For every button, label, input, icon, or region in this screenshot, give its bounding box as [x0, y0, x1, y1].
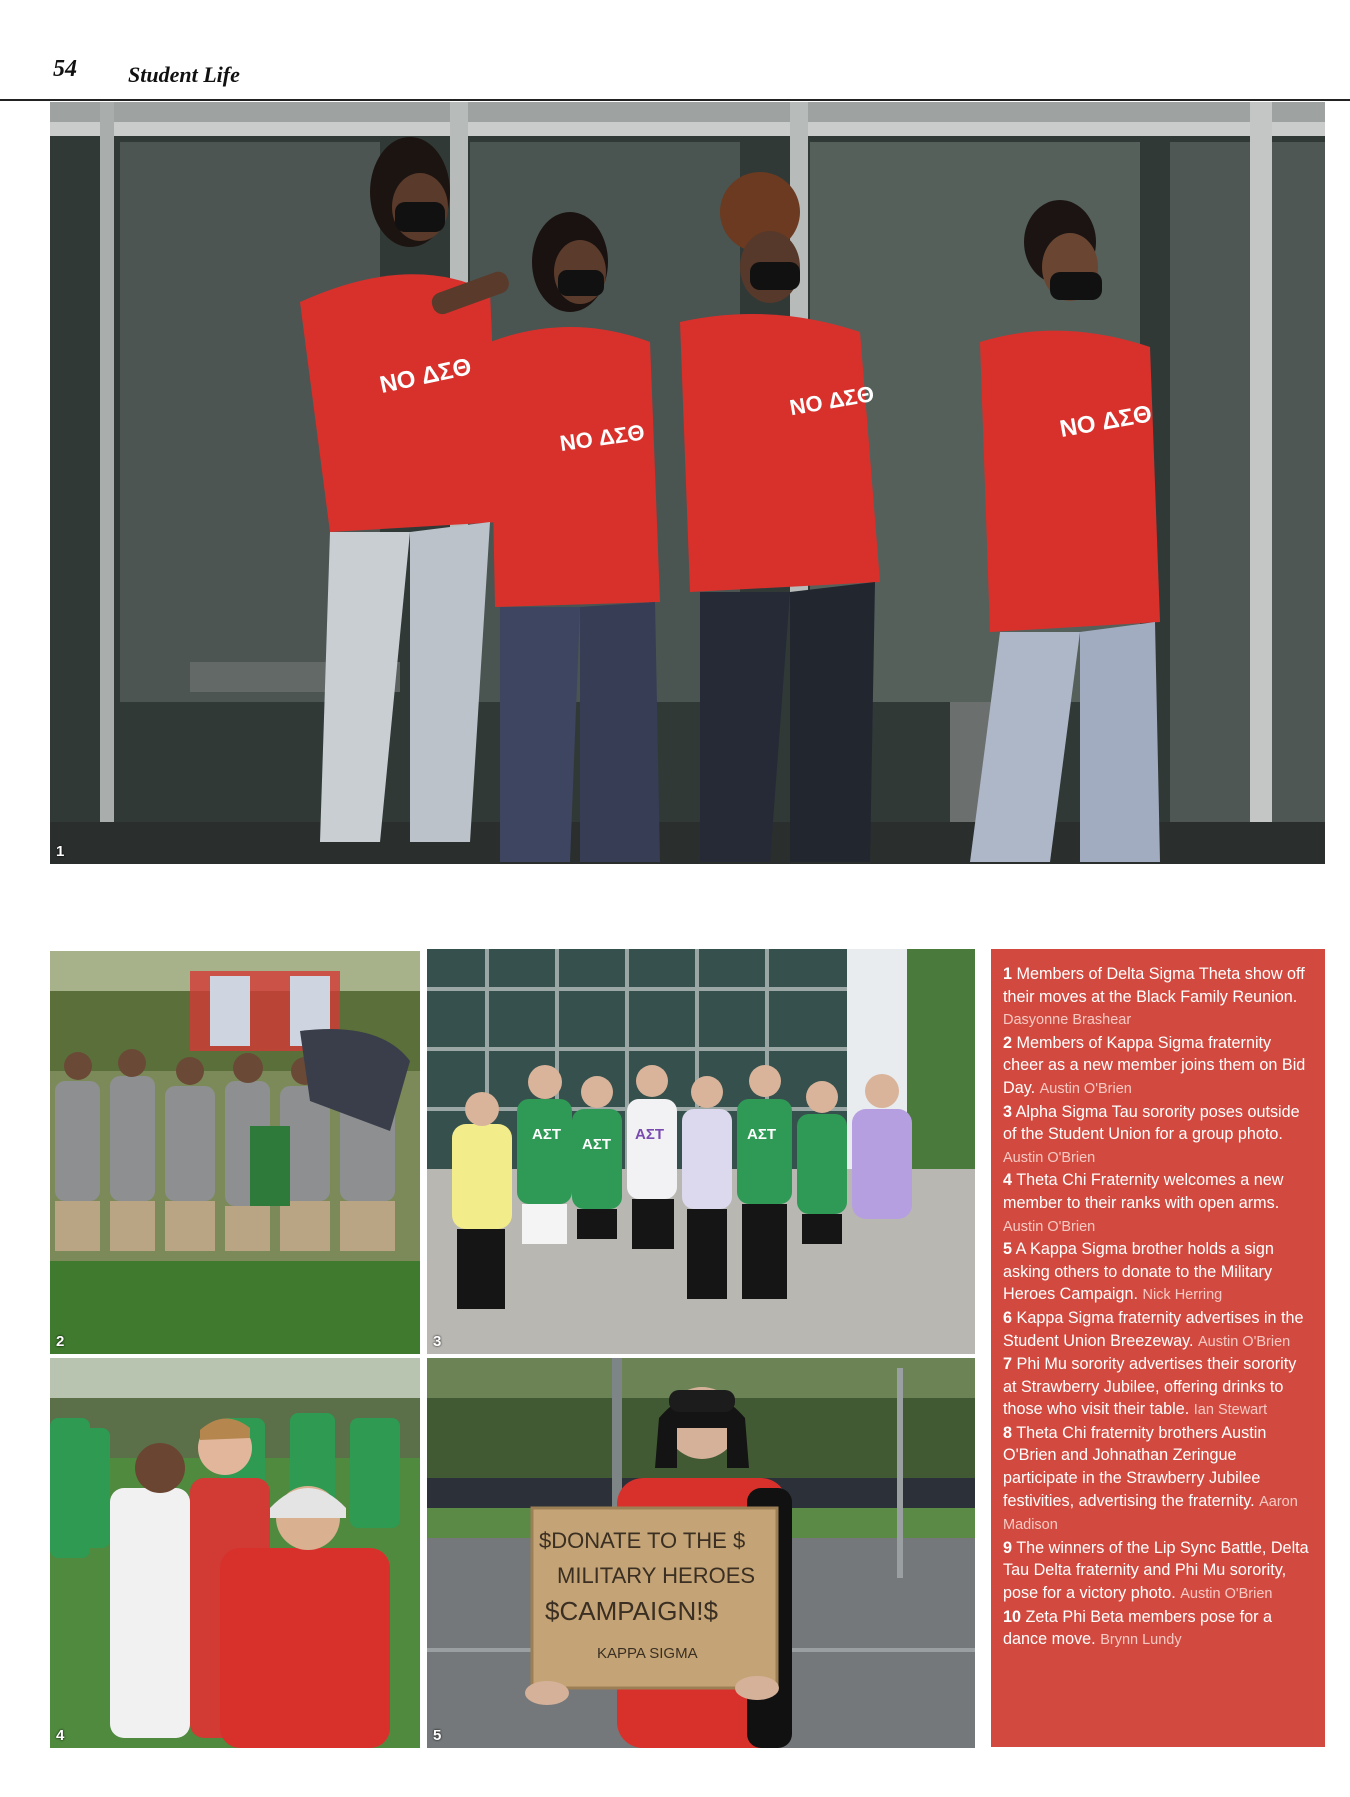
caption-item: 9 The winners of the Lip Sync Battle, Delta Tau Delta fraternity and Phi Mu sorority, pose for a victory photo. Austin O'Brien [1003, 1538, 1309, 1603]
photo-4 [50, 1358, 420, 1748]
page-number: 54 [53, 56, 77, 82]
photo-number-4: 4 [56, 1727, 65, 1744]
caption-item: 1 Members of Delta Sigma Theta show off their moves at the Black Family Reunion. Dasyonne Brashear [1003, 965, 1305, 1029]
photo-number-3: 3 [433, 1333, 442, 1350]
section-title: Student Life [128, 62, 240, 87]
caption-item: 7 Phi Mu sorority advertises their sorority at Strawberry Jubilee, offering drinks to those who visit their table. Ian Stewart [1003, 1355, 1297, 1419]
sign-line-3: $CAMPAIGN!$ [545, 1596, 718, 1626]
photo-1 [50, 102, 1325, 864]
photo-credit: Austin O'Brien [1180, 1586, 1273, 1603]
photo-3 [427, 949, 975, 1354]
shirt-text-ast-4: ΑΣΤ [747, 1126, 776, 1143]
photo-credit: Ian Stewart [1193, 1402, 1268, 1419]
caption-item: 6 Kappa Sigma fraternity advertises in the Student Union Breezeway. Austin O'Brien [1003, 1308, 1304, 1350]
photo-credit: Austin O'Brien [1197, 1333, 1291, 1350]
caption-item: 10 Zeta Phi Beta members pose for a dance move. Brynn Lundy [1003, 1607, 1273, 1649]
header-rule [0, 99, 1350, 101]
page-header [0, 0, 1350, 101]
shirt-text-3: NO ΔΣΘ [787, 380, 876, 421]
photo-credit: Dasyonne Brashear [1003, 1012, 1132, 1029]
caption-item: 5 A Kappa Sigma brother holds a sign asking others to donate to the Military Heroes Campaign. Nick Herring [1003, 1240, 1274, 1304]
photo-5 [427, 1358, 975, 1748]
photo-2 [50, 951, 420, 1354]
photo-credit: Austin O'Brien [1039, 1080, 1132, 1097]
caption-item: 3 Alpha Sigma Tau sorority poses outside of the Student Union for a group photo. Austin O'Brien [1003, 1102, 1300, 1166]
shirt-text-2: NO ΔΣΘ [558, 419, 647, 457]
photo-credit: Austin O'Brien [1003, 1218, 1096, 1235]
photo-credit: Aaron Madison [1003, 1493, 1298, 1534]
photo-credit: Austin O'Brien [1003, 1149, 1096, 1166]
shirt-text-ast-2: ΑΣΤ [582, 1136, 611, 1153]
shirt-text-ast-3: ΑΣΤ [635, 1126, 664, 1143]
caption-item: 4 Theta Chi Fraternity welcomes a new member to their ranks with open arms. Austin O'Brien [1003, 1171, 1284, 1235]
sign-line-4: KAPPA SIGMA [597, 1645, 698, 1662]
caption-item: 2 Members of Kappa Sigma fraternity cheer as a new member joins them on Bid Day. Austin O'Brien [1003, 1033, 1306, 1097]
shirt-text-ast-1: ΑΣΤ [532, 1126, 561, 1143]
photo-number-2: 2 [56, 1333, 65, 1350]
photo-credit: Brynn Lundy [1100, 1632, 1182, 1649]
shirt-text-4: NO ΔΣΘ [1057, 400, 1154, 444]
caption-box [991, 949, 1325, 1747]
caption-item: 8 Theta Chi fraternity brothers Austin O'Brien and Johnathan Zeringue participate in the Strawberry Jubilee festivities, advertising the fraternity. Aaron Madison [1003, 1423, 1298, 1534]
photo-number-5: 5 [433, 1727, 442, 1744]
sign-line-2: MILITARY HEROES [557, 1563, 756, 1588]
sign-line-1: $DONATE TO THE $ [539, 1528, 746, 1553]
shirt-text-1: NO ΔΣΘ [377, 353, 474, 399]
photo-credit: Nick Herring [1142, 1287, 1223, 1304]
photo-number-1: 1 [56, 843, 65, 860]
